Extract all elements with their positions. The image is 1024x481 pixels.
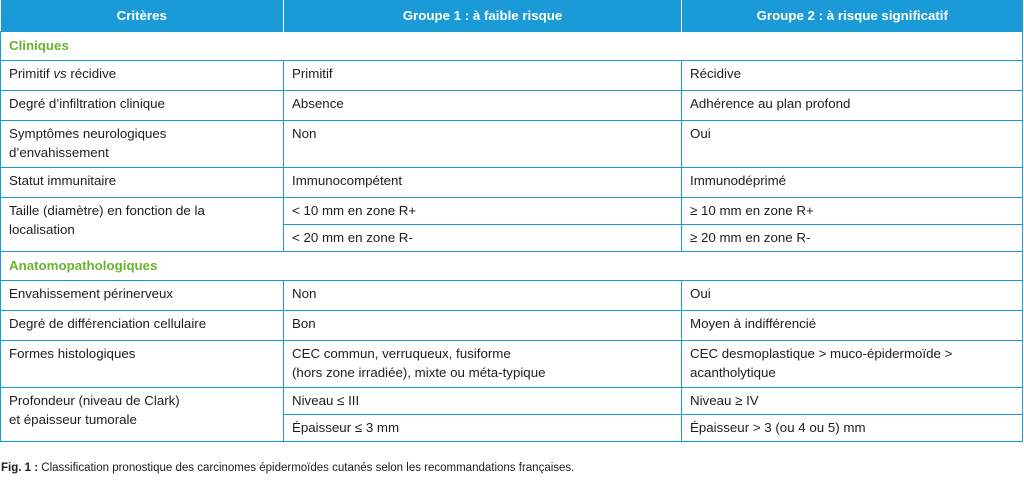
caption-text: Classification pronostique des carcinomes épidermoïdes cutanés selon les recommandations françaises. — [38, 462, 575, 474]
group-2-value: Récidive — [682, 61, 1023, 91]
group-2-value: Épaisseur > 3 (ou 4 ou 5) mm — [682, 415, 1023, 442]
caption-label: Fig. 1 : — [1, 462, 39, 474]
criterion-label: Degré d’infiltration clinique — [1, 91, 284, 121]
criterion-label: Envahissement périnerveux — [1, 281, 284, 311]
criterion-label — [1, 198, 284, 252]
header-criteres: Critères — [1, 0, 284, 32]
table-row — [1, 121, 1023, 168]
table-row — [1, 168, 1023, 198]
group-1-value: Non — [284, 121, 682, 168]
label-line: Symptômes neurologiques — [9, 126, 167, 141]
group-2-value: Niveau ≥ IV — [682, 388, 1023, 415]
group-2-value: Immunodéprimé — [682, 168, 1023, 198]
criterion-label: Degré de différenciation cellulaire — [1, 311, 284, 341]
section-title-anatomopathologiques: Anatomopathologiques — [1, 252, 1023, 281]
value-line: (hors zone irradiée), mixte ou méta-typique — [292, 365, 546, 380]
table-row — [1, 91, 1023, 121]
group-1-value: Primitif — [284, 61, 682, 91]
table-row — [1, 61, 1023, 91]
label-line: localisation — [9, 222, 75, 237]
group-1-value: Immunocompétent — [284, 168, 682, 198]
criterion-label: Formes histologiques — [1, 341, 284, 388]
section-row-anatomopathologiques — [1, 252, 1023, 281]
section-row-cliniques — [1, 32, 1023, 61]
criterion-label — [1, 121, 284, 168]
criterion-label: Statut immunitaire — [1, 168, 284, 198]
group-1-value: < 20 mm en zone R- — [284, 225, 682, 252]
label-line: Taille (diamètre) en fonction de la — [9, 203, 205, 218]
group-1-value — [284, 341, 682, 388]
group-1-value: < 10 mm en zone R+ — [284, 198, 682, 225]
table-row — [1, 388, 1023, 415]
section-title-cliniques: Cliniques — [1, 32, 1023, 61]
header-row — [1, 0, 1023, 32]
group-2-value: Adhérence au plan profond — [682, 91, 1023, 121]
group-2-value: ≥ 10 mm en zone R+ — [682, 198, 1023, 225]
label-line: d’envahissement — [9, 145, 109, 160]
header-groupe-1: Groupe 1 : à faible risque — [284, 0, 682, 32]
table-row — [1, 198, 1023, 225]
value-line: CEC desmoplastique > muco-épidermoïde > — [690, 346, 953, 361]
group-1-value: Non — [284, 281, 682, 311]
label-part: Primitif — [9, 66, 54, 81]
figure-caption — [1, 462, 574, 474]
label-part: récidive — [66, 66, 117, 81]
group-1-value: Bon — [284, 311, 682, 341]
group-1-value: Niveau ≤ III — [284, 388, 682, 415]
group-2-value: Moyen à indifférencié — [682, 311, 1023, 341]
header-groupe-2: Groupe 2 : à risque significatif — [682, 0, 1023, 32]
criterion-label — [1, 388, 284, 442]
value-line: acantholytique — [690, 365, 776, 380]
criterion-label — [1, 61, 284, 91]
group-2-value: Oui — [682, 121, 1023, 168]
group-1-value: Absence — [284, 91, 682, 121]
group-2-value: ≥ 20 mm en zone R- — [682, 225, 1023, 252]
label-part-italic: vs — [53, 66, 67, 81]
group-2-value — [682, 341, 1023, 388]
table-row — [1, 311, 1023, 341]
group-2-value: Oui — [682, 281, 1023, 311]
table-row — [1, 281, 1023, 311]
group-1-value: Épaisseur ≤ 3 mm — [284, 415, 682, 442]
label-line: et épaisseur tumorale — [9, 412, 137, 427]
value-line: CEC commun, verruqueux, fusiforme — [292, 346, 511, 361]
label-line: Profondeur (niveau de Clark) — [9, 393, 180, 408]
table-row — [1, 341, 1023, 388]
